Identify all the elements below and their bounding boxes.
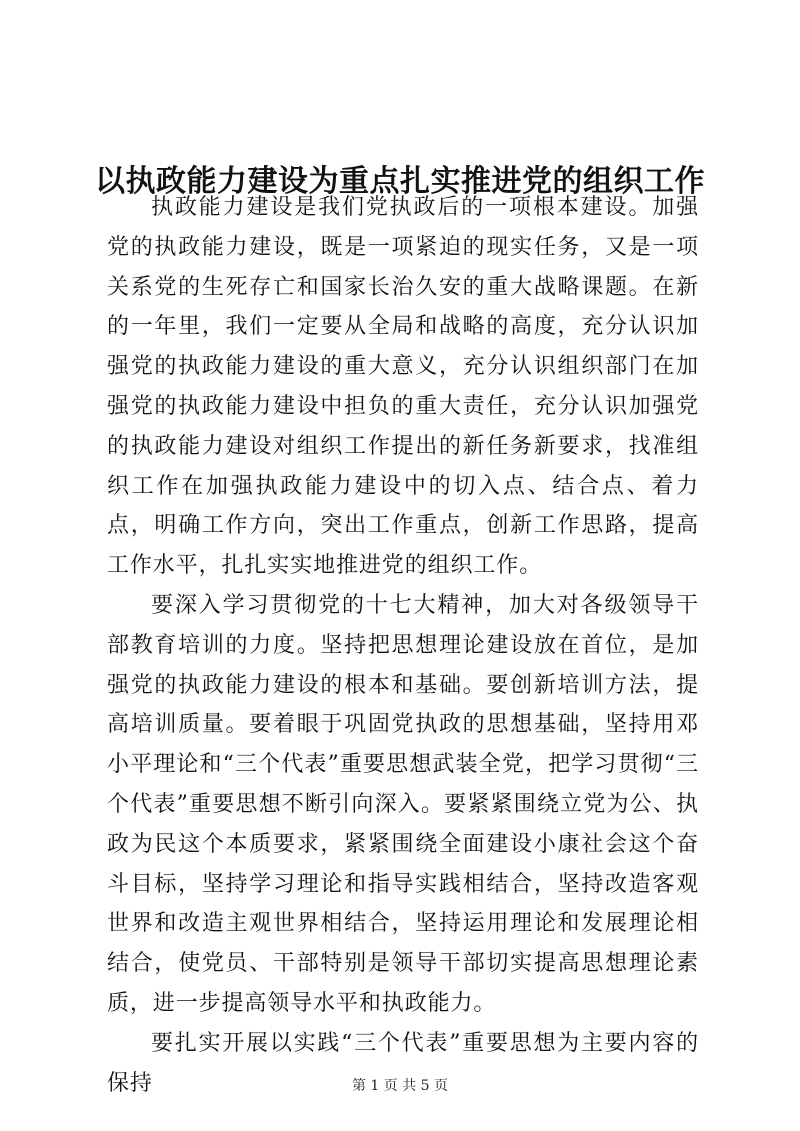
paragraph-2: 要深入学习贯彻党的十七大精神，加大对各级领导干部教育培训的力度。坚持把思想理论建设放在首位，是加强党的执政能力建设的根本和基础。要创新培训方法，提高培训质量。要着眼于巩固党执政的思想基础，坚持用邓小平理论和“三个代表”重要思想武装全党，把学习贯彻“三个代表”重要思想不断引向深入。要紧紧围绕立党为公、执政为民这个本质要求，紧紧围绕全面建设小康社会这个奋斗目标，坚持学习理论和指导实践相结合，坚持改造客观世界和改造主观世界相结合，坚持运用理论和发展理论相结合，使党员、干部特别是领导干部切实提高思想理论素质，进一步提高领导水平和执政能力。 bbox=[107, 592, 699, 1016]
paragraph-3: 要扎实开展以实践“三个代表”重要思想为主要内容的保持 bbox=[107, 1030, 699, 1096]
page-footer: 第 1 页 共 5 页 bbox=[351, 1078, 449, 1094]
paragraph-1: 执政能力建设是我们党执政后的一项根本建设。加强党的执政能力建设，既是一项紧迫的现实任务，又是一项关系党的生死存亡和国家长治久安的重大战略课题。在新的一年里，我们一定要从全局和战略的高度，充分认识加强党的执政能力建设的重大意义，充分认识组织部门在加强党的执政能力建设中担负的重大责任，充分认识加强党的执政能力建设对组织工作提出的新任务新要求，找准组织工作在加强执政能力建设中的切入点、结合点、着力点，明确工作方向，突出工作重点，创新工作思路，提高工作水平，扎扎实实地推进党的组织工作。 bbox=[107, 195, 699, 579]
document-body bbox=[107, 188, 699, 1103]
document-title: 以执政能力建设为重点扎实推进党的组织工作 bbox=[95, 164, 705, 200]
